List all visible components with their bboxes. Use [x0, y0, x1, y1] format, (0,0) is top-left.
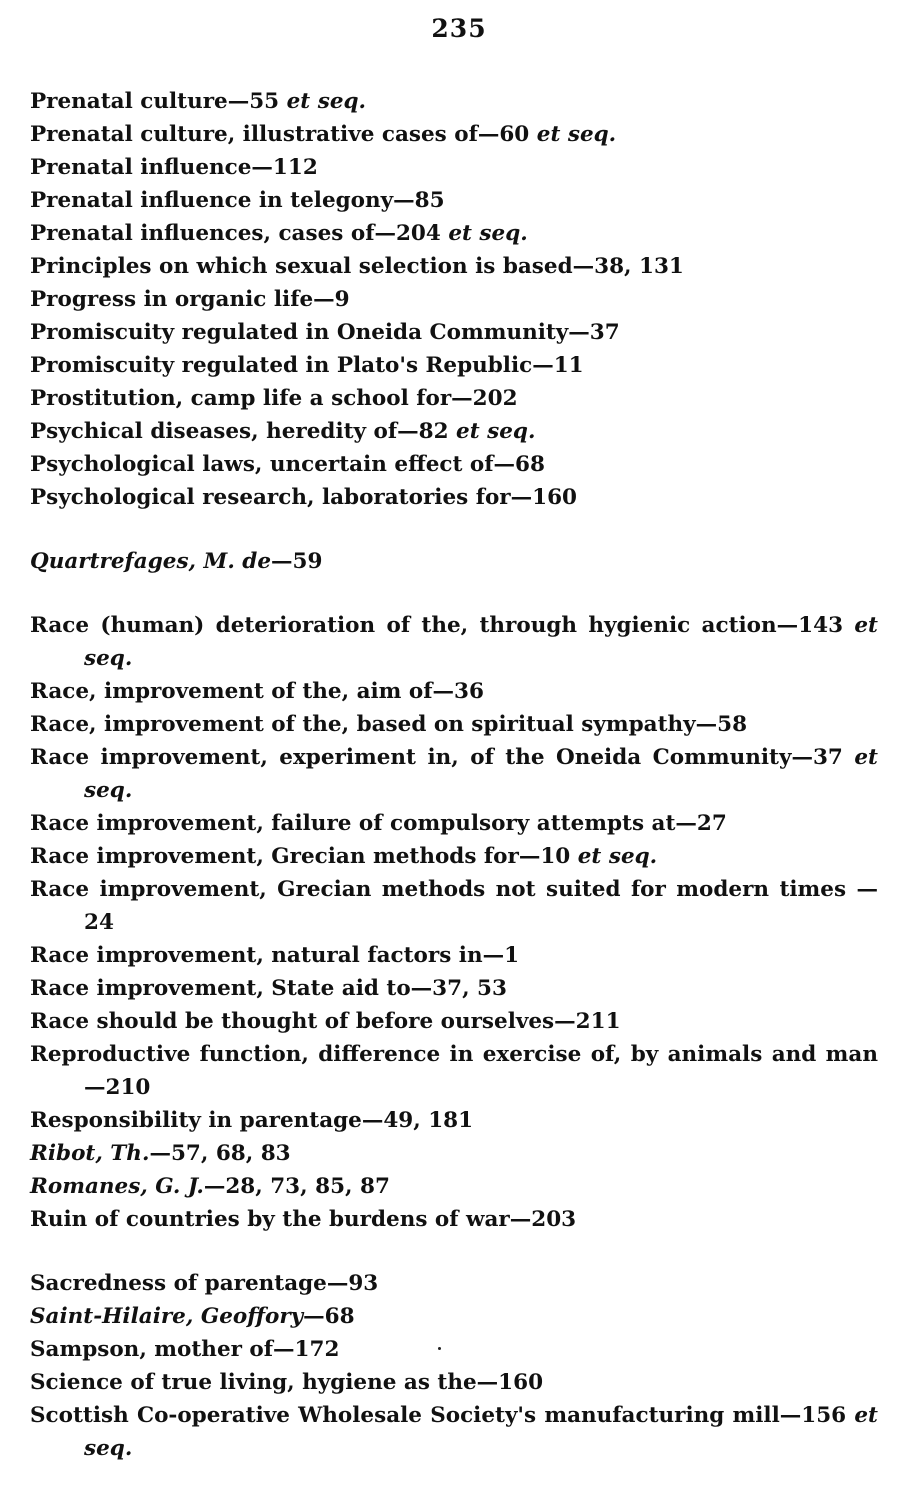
entry-name: Romanes, G. J.: [30, 1174, 204, 1199]
entry-locator: —28, 73, 85, 87: [203, 1174, 390, 1199]
index-entry: [30, 1005, 878, 1038]
entry-text: Sampson, mother of—172: [30, 1337, 340, 1362]
index-entry: [30, 1366, 878, 1399]
entry-text: Race improvement, Grecian methods not suited for modern times —24: [30, 877, 878, 935]
entry-text: Ruin of countries by the burdens of war—203: [30, 1207, 577, 1232]
index-entry: [30, 448, 878, 481]
entry-text: Sacredness of parentage—93: [30, 1271, 379, 1296]
index-entry: [30, 609, 878, 675]
index-entry: [30, 184, 878, 217]
index-entry: [30, 382, 878, 415]
entry-locator: —68: [303, 1304, 355, 1329]
entry-text: Race improvement, State aid to—37, 53: [30, 976, 507, 1001]
entry-text: Reproductive function, difference in exercise of, by animals and man—210: [30, 1042, 878, 1100]
index-entry: [30, 675, 878, 708]
entry-text: Progress in organic life—9: [30, 287, 350, 312]
entry-text: Responsibility in parentage—49, 181: [30, 1108, 474, 1133]
entry-text: Race (human) deterioration of the, through hygienic action—143: [30, 613, 855, 638]
index-entry: [30, 1300, 878, 1333]
entry-text: Psychological laws, uncertain effect of—68: [30, 452, 545, 477]
index-entry: [30, 85, 878, 118]
index-section-r: [30, 609, 878, 1236]
entry-text: Race should be thought of before ourselves—211: [30, 1009, 621, 1034]
index-entry: [30, 1137, 878, 1170]
entry-text: Principles on which sexual selection is based—38, 131: [30, 254, 684, 279]
entry-text: Psychical diseases, heredity of—82: [30, 419, 457, 444]
entry-text: Promiscuity regulated in Oneida Community—37: [30, 320, 620, 345]
entry-text: Prenatal influences, cases of—204: [30, 221, 449, 246]
index-entry: [30, 1203, 878, 1236]
index-entry: [30, 972, 878, 1005]
entry-text: Race improvement, failure of compulsory attempts at—27: [30, 811, 727, 836]
index-entry: [30, 283, 878, 316]
index-entry: [30, 1267, 878, 1300]
entry-text: Prenatal culture—55: [30, 89, 287, 114]
index-entry: [30, 708, 878, 741]
index-section-q: [30, 545, 878, 578]
index-entry: [30, 873, 878, 939]
entry-text: Psychological research, laboratories for—160: [30, 485, 578, 510]
index-entry: [30, 481, 878, 514]
index-entry: [30, 1104, 878, 1137]
entry-suffix: et seq.: [448, 221, 528, 246]
entry-suffix: et seq.: [84, 1403, 878, 1461]
index-entry: [30, 741, 878, 807]
entry-text: Scottish Co-operative Wholesale Society's manufacturing mill—156: [30, 1403, 855, 1428]
entry-text: Prenatal influence in telegony—85: [30, 188, 445, 213]
index-entry: [30, 1399, 878, 1465]
entry-name: Quartrefages, M. de: [30, 549, 272, 574]
entry-suffix: et seq.: [456, 419, 536, 444]
index-entry: [30, 118, 878, 151]
index-entry: [30, 250, 878, 283]
entry-suffix: et seq.: [536, 122, 617, 147]
entry-text: Prenatal influence—112: [30, 155, 318, 180]
entry-suffix: et seq.: [577, 844, 658, 869]
index-entry: [30, 545, 878, 578]
entry-locator: —59: [271, 549, 323, 574]
entry-text: Science of true living, hygiene as the—160: [30, 1370, 544, 1395]
print-speck: [438, 1347, 441, 1350]
index-entry: [30, 840, 878, 873]
index-entry: [30, 807, 878, 840]
entry-suffix: et seq.: [286, 89, 367, 114]
index-list: [30, 85, 878, 1465]
entry-text: Promiscuity regulated in Plato's Republic—11: [30, 353, 584, 378]
index-entry: [30, 1333, 878, 1366]
index-entry: [30, 316, 878, 349]
entry-suffix: et seq.: [84, 745, 878, 803]
index-entry: [30, 349, 878, 382]
page-number: 235: [431, 14, 487, 43]
entry-name: Saint-Hilaire, Geoffory: [30, 1304, 304, 1329]
index-entry: [30, 151, 878, 184]
entry-text: Race improvement, natural factors in—1: [30, 943, 520, 968]
entry-text: Prenatal culture, illustrative cases of—60: [30, 122, 537, 147]
index-section-p: [30, 85, 878, 514]
entry-text: Race improvement, experiment in, of the Oneida Community—37: [30, 745, 855, 770]
index-entry: [30, 217, 878, 250]
entry-locator: —57, 68, 83: [149, 1141, 291, 1166]
entry-text: Race improvement, Grecian methods for—10: [30, 844, 578, 869]
entry-suffix: et seq.: [84, 613, 878, 671]
entry-text: Race, improvement of the, based on spiritual sympathy—58: [30, 712, 748, 737]
index-entry: [30, 1038, 878, 1104]
entry-text: Prostitution, camp life a school for—202: [30, 386, 518, 411]
entry-name: Ribot, Th.: [30, 1141, 150, 1166]
entry-text: Race, improvement of the, aim of—36: [30, 679, 484, 704]
index-entry: [30, 939, 878, 972]
index-section-s: [30, 1267, 878, 1465]
index-entry: [30, 1170, 878, 1203]
index-entry: [30, 415, 878, 448]
